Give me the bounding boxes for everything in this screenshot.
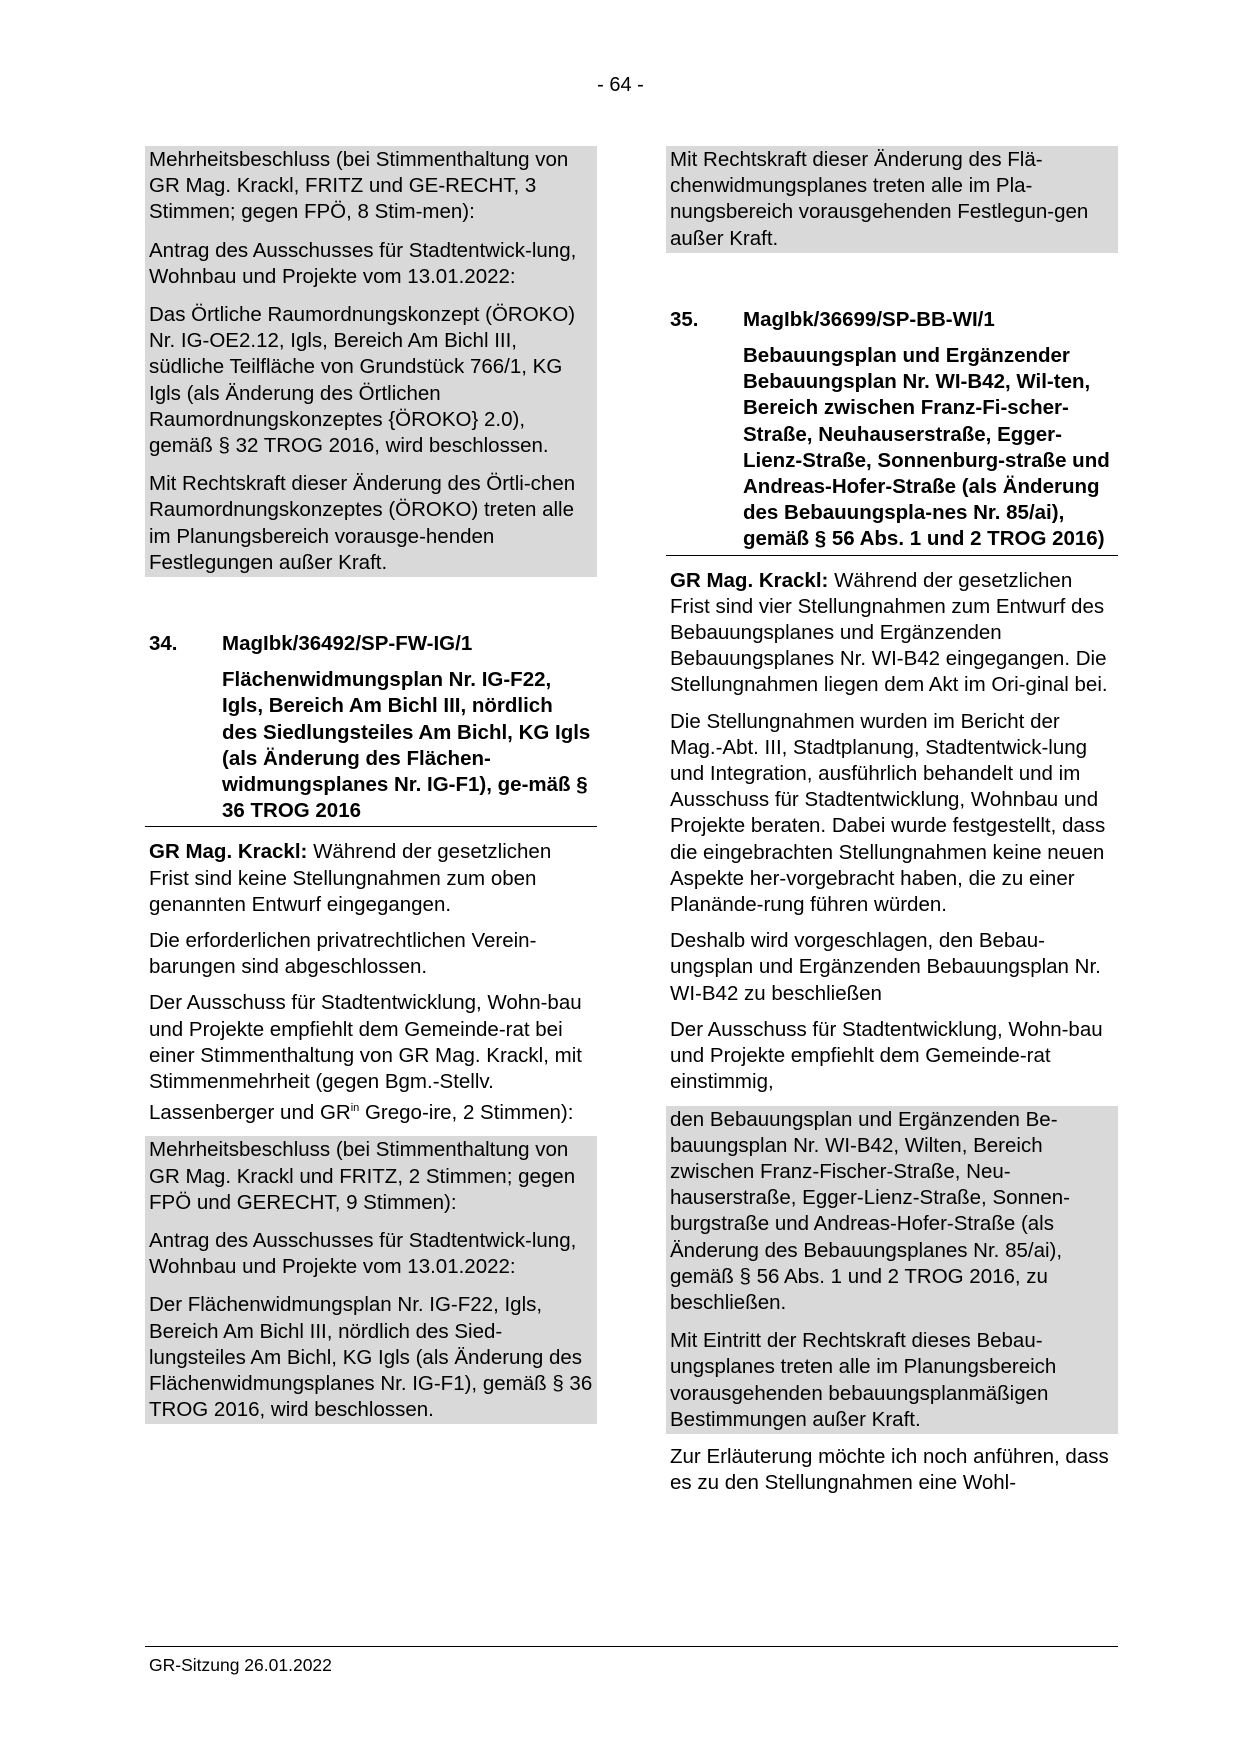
item-title: Flächenwidmungsplan Nr. IG-F22, Igls, Bereich Am Bichl III, nördlich des Siedlungsteiles Am Bichl, KG Igls (als Änderung des Flächen-widmungsplanes Nr. IG-F1), ge-mäß § 36 TROG 2016 bbox=[222, 668, 591, 823]
item-number: 35. bbox=[670, 307, 699, 331]
report-text bbox=[666, 568, 1118, 1096]
report-text bbox=[145, 839, 597, 1126]
paragraph: Antrag des Ausschusses für Stadtentwick-lung, Wohnbau und Projekte vom 13.01.2022: bbox=[149, 238, 577, 288]
resolution-block bbox=[666, 1106, 1118, 1434]
paragraph: den Bebauungsplan und Ergänzenden Be-bauungsplan Nr. WI-B42, Wilten, Bereich zwischen Franz-Fischer-Straße, Neu-hauserstraße, Egger-Lienz-Straße, Sonnen-burgstraße und Andreas-Hofer-Straße (als Änderung des Bebauungsplanes Nr. 85/ai), gemäß § 56 Abs. 1 und 2 TROG 2016, zu beschließen. bbox=[670, 1107, 1070, 1314]
agenda-item-34 bbox=[145, 631, 597, 827]
item-code: MagIbk/36699/SP-BB-WI/1 bbox=[743, 307, 995, 331]
paragraph: Antrag des Ausschusses für Stadtentwick-lung, Wohnbau und Projekte vom 13.01.2022: bbox=[149, 1228, 577, 1279]
paragraph: Mit Rechtskraft dieser Änderung des Flä-chenwidmungsplanes treten alle im Pla-nungsbereich vorausgehenden Festlegun-gen außer Kraft. bbox=[670, 148, 1089, 250]
resolution-block bbox=[145, 146, 597, 577]
agenda-item-35 bbox=[666, 307, 1118, 556]
report-text bbox=[666, 1444, 1118, 1496]
paragraph: Der Flächenwidmungsplan Nr. IG-F22, Igls, Bereich Am Bichl III, nördlich des Sied-lungsteiles Am Bichl, KG Igls (als Änderung des Flächenwidmungsplanes Nr. IG-F1), gemäß § 36 TROG 2016, wird beschlossen. bbox=[149, 1293, 593, 1422]
paragraph: GR Mag. Krackl: Während der gesetzlichen Frist sind vier Stellungnahmen zum Entwurf des Bebauungsplanes und Ergänzenden Bebauungsplanes Nr. WI-B42 eingegangen. Die Stellungnahmen liegen dem Akt im Ori-ginal bei. bbox=[670, 568, 1108, 697]
paragraph: Mit Rechtskraft dieser Änderung des Örtli-chen Raumordnungskonzeptes (ÖROKO) treten alle im Planungsbereich vorausge-henden Festlegungen außer Kraft. bbox=[149, 472, 576, 574]
speaker-name: GR Mag. Krackl: bbox=[149, 840, 308, 864]
right-column bbox=[666, 146, 1118, 1496]
paragraph: Mehrheitsbeschluss (bei Stimmenthaltung von GR Mag. Krackl und FRITZ, 2 Stimmen; gegen FPÖ und GERECHT, 9 Stimmen): bbox=[149, 1138, 576, 1214]
paragraph: Die erforderlichen privatrechtlichen Verein-barungen sind abgeschlossen. bbox=[149, 929, 537, 979]
speaker-name: GR Mag. Krackl: bbox=[670, 568, 829, 592]
paragraph: Der Ausschuss für Stadtentwicklung, Wohn-bau und Projekte empfiehlt dem Gemeinde-rat bei einer Stimmenthaltung von GR Mag. Krackl, mit Stimmenmehrheit (gegen Bgm.-Stellv. Lassenberger und $GR^{in}$ Grego-ire, 2 Stimmen): bbox=[149, 991, 582, 1125]
paragraph: Das Örtliche Raumordnungskonzept (ÖROKO) Nr. IG-OE2.12, Igls, Bereich Am Bichl III, südliche Teilfläche von Grundstück 766/1, KG Igls (als Änderung des Örtlichen Raumordnungskonzeptes {ÖROKO} 2.0), gemäß § 32 TROG 2016, wird beschlossen. bbox=[149, 303, 576, 458]
paragraph: GR Mag. Krackl: Während der gesetzlichen Frist sind keine Stellungnahmen zum oben genannten Entwurf eingegangen. bbox=[149, 840, 552, 916]
paragraph: Deshalb wird vorgeschlagen, den Bebau-ungsplan und Ergänzenden Bebauungsplan Nr. WI-B42 zu beschließen bbox=[670, 929, 1101, 1005]
item-number: 34. bbox=[149, 632, 178, 656]
page-number: - 64 - bbox=[597, 74, 644, 96]
footer-text: GR-Sitzung 26.01.2022 bbox=[149, 1655, 332, 1675]
paragraph: Der Ausschuss für Stadtentwicklung, Wohn-bau und Projekte empfiehlt dem Gemeinde-rat einstimmig, bbox=[670, 1017, 1103, 1094]
resolution-block bbox=[666, 146, 1118, 253]
left-column bbox=[145, 146, 597, 1424]
paragraph: Zur Erläuterung möchte ich noch anführen, dass es zu den Stellungnahmen eine Wohl- bbox=[670, 1444, 1109, 1495]
resolution-block bbox=[145, 1136, 597, 1424]
paragraph: Mit Eintritt der Rechtskraft dieses Bebau-ungsplanes treten alle im Planungsbereich vorausgehenden bebauungsplanmäßigen Bestimmungen außer Kraft. bbox=[670, 1329, 1057, 1431]
item-code: MagIbk/36492/SP-FW-IG/1 bbox=[222, 632, 473, 656]
item-title: Bebauungsplan und Ergänzender Bebauungsplan Nr. WI-B42, Wil-ten, Bereich zwischen Franz-Fi-scher-Straße, Neuhauserstraße, Egger-Lienz-Straße, Sonnenburg-straße und Andreas-Hofer-Straße (als Änderung des Bebauungspla-nes Nr. 85/ai), gemäß § 56 Abs. 1 und 2 TROG 2016) bbox=[743, 344, 1110, 551]
paragraph: Die Stellungnahmen wurden im Bericht der Mag.-Abt. III, Stadtplanung, Stadtentwick-lung und Integration, ausführlich behandelt und im Ausschuss für Stadtentwicklung, Wohnbau und Projekte beraten. Dabei wurde festgestellt, dass die eingebrachten Stellungnahmen keine neuen Aspekte her-vorgebracht haben, die zu einer Planände-rung führen würden. bbox=[670, 709, 1106, 917]
paragraph: Mehrheitsbeschluss (bei Stimmenthaltung von GR Mag. Krackl, FRITZ und GE-RECHT, 3 Stimmen; gegen FPÖ, 8 Stim-men): bbox=[149, 148, 569, 224]
footer-divider bbox=[145, 1646, 1118, 1647]
